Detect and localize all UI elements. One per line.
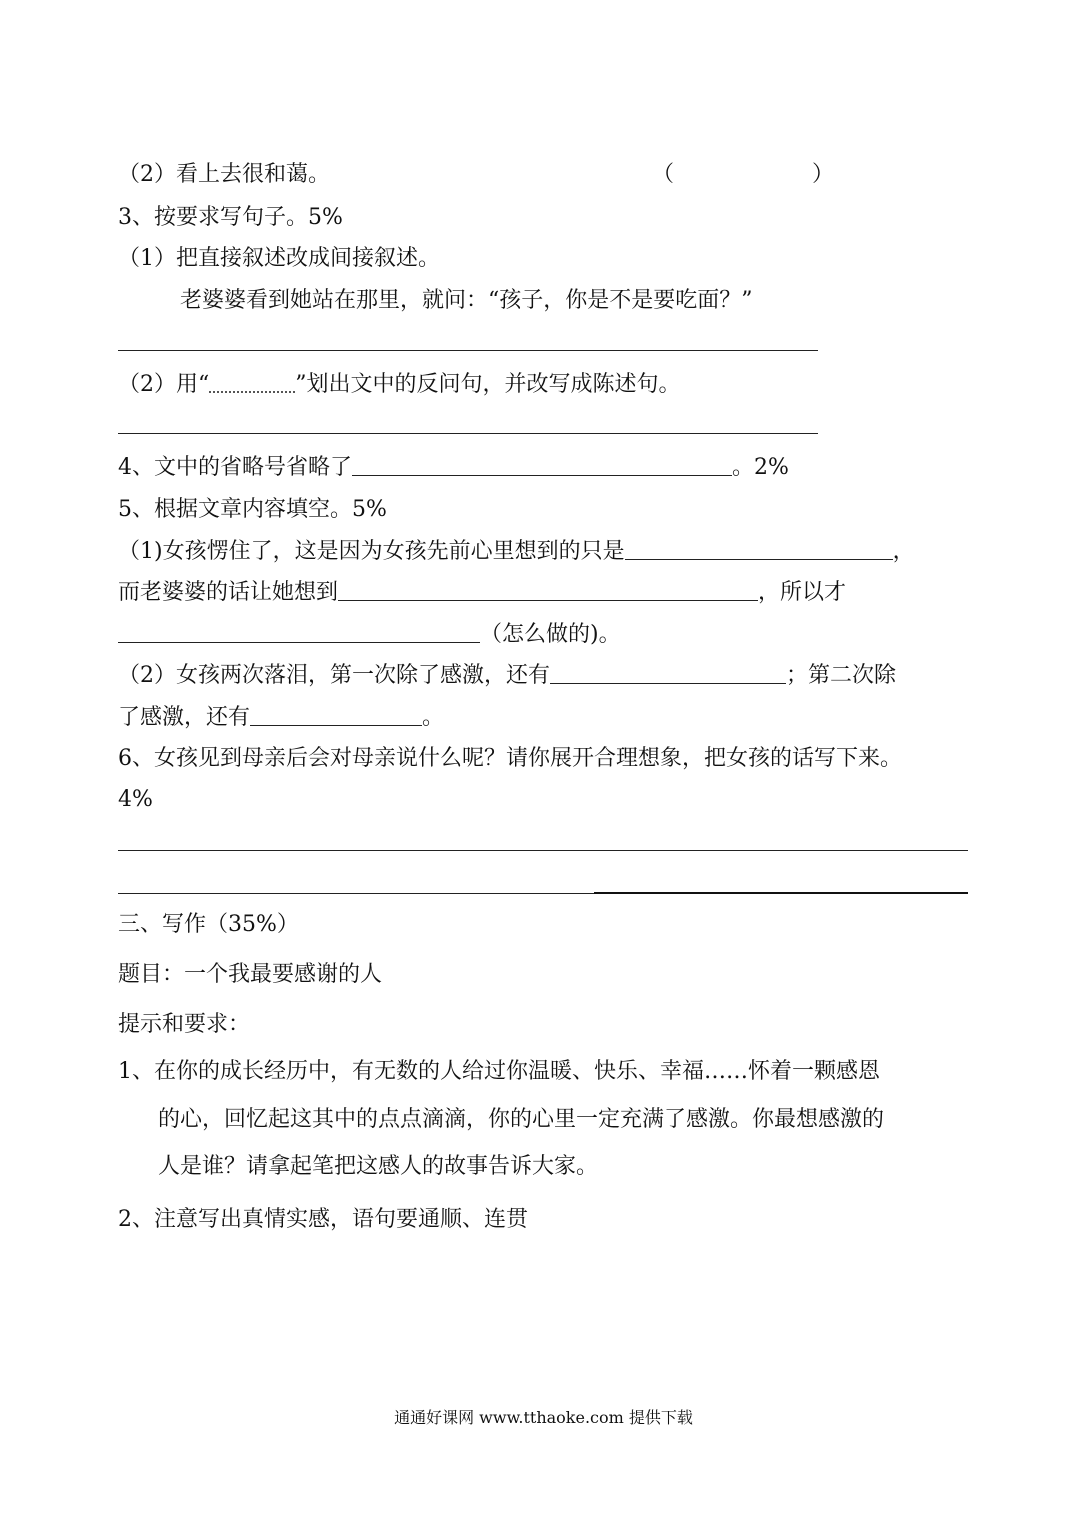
question-5-1-line3-suffix: （怎么做的)。 — [480, 622, 621, 647]
question-3-heading: 3、按要求写句子。5% — [118, 205, 343, 230]
essay-tip-1-line3: 人是谁？请拿起笔把这感人的故事告诉大家。 — [158, 1154, 599, 1179]
question-5-heading: 5、根据文章内容填空。5% — [118, 497, 387, 522]
essay-tip-2: 2、注意写出真情实感，语句要通顺、连贯 — [118, 1207, 528, 1232]
answer-paren-close: ） — [812, 162, 835, 187]
page-footer: 通通好课网 www.tthaoke.com 提供下载 — [394, 1408, 693, 1427]
answer-line-6-2[interactable] — [118, 893, 594, 894]
question-5-2-line2-suffix: 。 — [422, 705, 445, 730]
question-3-2 — [118, 370, 681, 400]
question-6-score: 4% — [118, 787, 153, 812]
answer-paren-open: （ — [652, 162, 675, 187]
question-5-1-line2-suffix: ，所以才 — [758, 580, 847, 605]
question-5-1-line3 — [118, 620, 621, 650]
question-5-2-prefix: （2）女孩两次落泪，第一次除了感激，还有 — [118, 663, 550, 688]
question-5-1-line2 — [118, 578, 846, 608]
answer-line-6-1[interactable] — [118, 850, 968, 851]
wavy-underline-mark — [209, 371, 295, 393]
answer-blank-4[interactable] — [352, 455, 732, 476]
answer-blank-5-1b[interactable] — [338, 580, 758, 601]
question-6: 6、女孩见到母亲后会对母亲说什么呢？请你展开合理想象，把女孩的话写下来。 — [118, 746, 902, 771]
question-5-1-line1 — [118, 537, 915, 567]
question-5-1-comma: ， — [892, 539, 915, 564]
question-5-1-line2-prefix: 而老婆婆的话让她想到 — [118, 580, 339, 605]
answer-blank-5-1c[interactable] — [118, 622, 480, 643]
question-3-2-suffix: ”划出文中的反问句，并改写成陈述句。 — [295, 372, 681, 397]
answer-line-3-2[interactable] — [118, 433, 818, 434]
question-5-1-prefix: （1)女孩愣住了，这是因为女孩先前心里想到的只是 — [118, 539, 625, 564]
answer-line-3-1[interactable] — [118, 350, 818, 351]
question-5-2-mid: ；第二次除 — [786, 663, 897, 688]
essay-tips-label: 提示和要求： — [118, 1012, 251, 1037]
essay-tip-1-line1: 1、在你的成长经历中，有无数的人给过你温暖、快乐、幸福……怀着一颗感恩 — [118, 1059, 880, 1084]
answer-line-6-2-bold[interactable] — [594, 892, 968, 894]
question-5-2-line2 — [118, 703, 444, 733]
question-5-2-line1 — [118, 661, 896, 691]
answer-blank-5-1a[interactable] — [625, 539, 893, 560]
question-3-1-label: （1）把直接叙述改成间接叙述。 — [118, 246, 440, 271]
essay-tip-1-line2: 的心，回忆起这其中的点点滴滴，你的心里一定充满了感激。你最想感激的 — [158, 1107, 885, 1132]
essay-title: 题目：一个我最要感谢的人 — [118, 962, 383, 987]
question-4-suffix: 。2% — [732, 455, 789, 480]
question-5-2-line2-prefix: 了感激，还有 — [118, 705, 251, 730]
question-3-2-prefix: （2）用“ — [118, 372, 210, 397]
question-2-2-text: （2）看上去很和蔼。 — [118, 162, 330, 187]
answer-blank-5-2a[interactable] — [550, 663, 786, 684]
answer-blank-5-2b[interactable] — [250, 705, 422, 726]
question-2-2 — [118, 160, 330, 190]
question-4-prefix: 4、文中的省略号省略了 — [118, 455, 352, 480]
question-4 — [118, 453, 789, 483]
question-3-1-sentence: 老婆婆看到她站在那里，就问：“孩子，你是不是要吃面？” — [180, 288, 753, 313]
section-3-heading: 三、写作（35%） — [118, 912, 299, 937]
